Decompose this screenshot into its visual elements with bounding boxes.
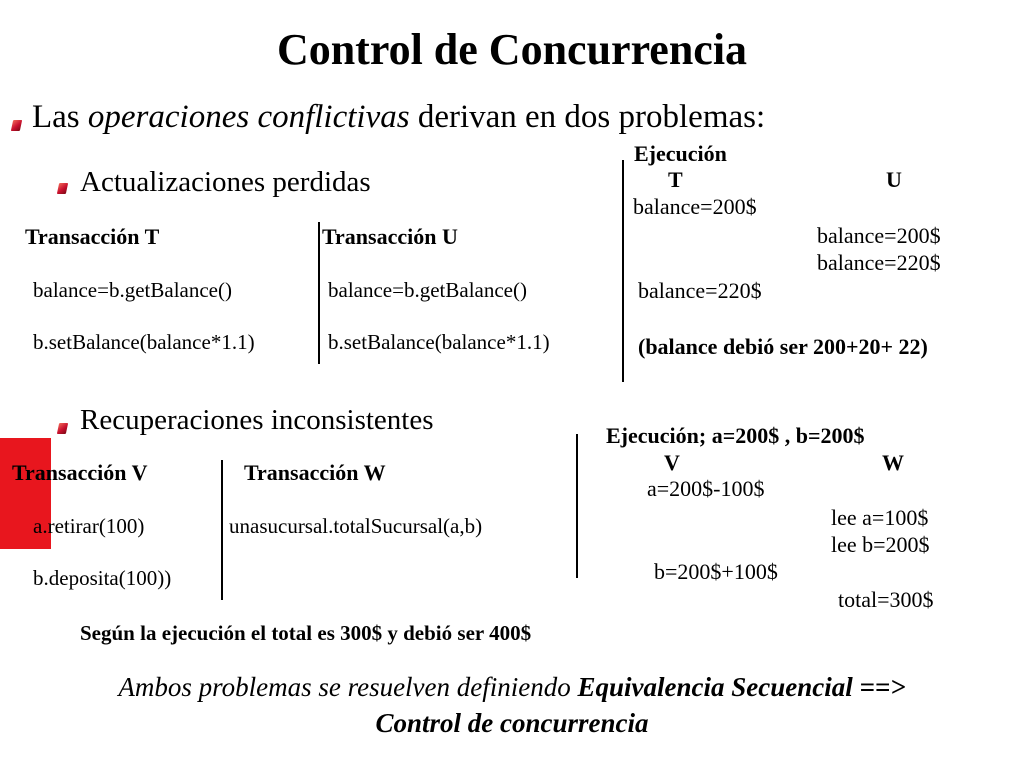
transaction-w-header: Transacción W (244, 460, 386, 485)
transaction-t-header: Transacción T (25, 224, 160, 249)
bullet-icon (11, 120, 22, 131)
footer-emphasis-1: Equivalencia Secuencial ==> (577, 672, 906, 702)
slide-title: Control de Concurrencia (276, 25, 748, 74)
footer-emphasis-2: Control de concurrencia (375, 708, 649, 738)
execution-title: Ejecución; a=200$ , b=200$ (606, 423, 865, 448)
transaction-u-header: Transacción U (322, 224, 458, 249)
transaction-v-line-1: a.retirar(100) (33, 514, 145, 538)
execution-step: balance=220$ (638, 278, 762, 303)
execution-note: (balance debió ser 200+20+ 22) (638, 334, 928, 359)
execution-col-u: U (886, 167, 902, 192)
execution-col-v: V (664, 450, 680, 475)
inconsistent-heading: Recuperaciones inconsistentes (80, 404, 434, 436)
intro-emphasis: operaciones conflictivas (87, 99, 410, 135)
execution-divider (576, 434, 578, 578)
execution-title: Ejecución (634, 141, 727, 166)
execution-step: a=200$-100$ (647, 476, 765, 501)
intro-line (32, 99, 765, 136)
lost-updates-heading: Actualizaciones perdidas (80, 166, 371, 198)
execution-col-t: T (668, 167, 683, 192)
transaction-u-line-1: balance=b.getBalance() (328, 278, 527, 302)
execution-step: balance=200$ (817, 223, 941, 248)
execution-col-w: W (882, 450, 904, 475)
intro-prefix: Las (32, 99, 80, 135)
intro-suffix: derivan en dos problemas: (417, 99, 766, 135)
execution-step: balance=200$ (633, 194, 757, 219)
transaction-divider (221, 460, 223, 600)
transaction-divider (318, 222, 320, 364)
transaction-v-line-2: b.deposita(100)) (33, 566, 172, 590)
transaction-t-line-1: balance=b.getBalance() (33, 278, 232, 302)
transaction-t-line-2: b.setBalance(balance*1.1) (33, 330, 255, 354)
execution-step: total=300$ (838, 587, 934, 612)
transaction-w-line-1: unasucursal.totalSucursal(a,b) (229, 514, 483, 538)
transaction-v-header: Transacción V (12, 460, 148, 485)
bullet-icon (57, 423, 68, 434)
execution-step: b=200$+100$ (654, 559, 778, 584)
bullet-icon (57, 183, 68, 194)
footer-prefix: Ambos problemas se resuelven definiendo (118, 672, 571, 702)
execution-step: lee b=200$ (831, 532, 930, 557)
execution-step: lee a=100$ (831, 505, 929, 530)
inconsistent-note: Según la ejecución el total es 300$ y debió ser 400$ (80, 621, 532, 645)
execution-divider (622, 160, 624, 382)
execution-step: balance=220$ (817, 250, 941, 275)
footer-line-1 (0, 672, 1024, 703)
transaction-u-line-2: b.setBalance(balance*1.1) (328, 330, 550, 354)
